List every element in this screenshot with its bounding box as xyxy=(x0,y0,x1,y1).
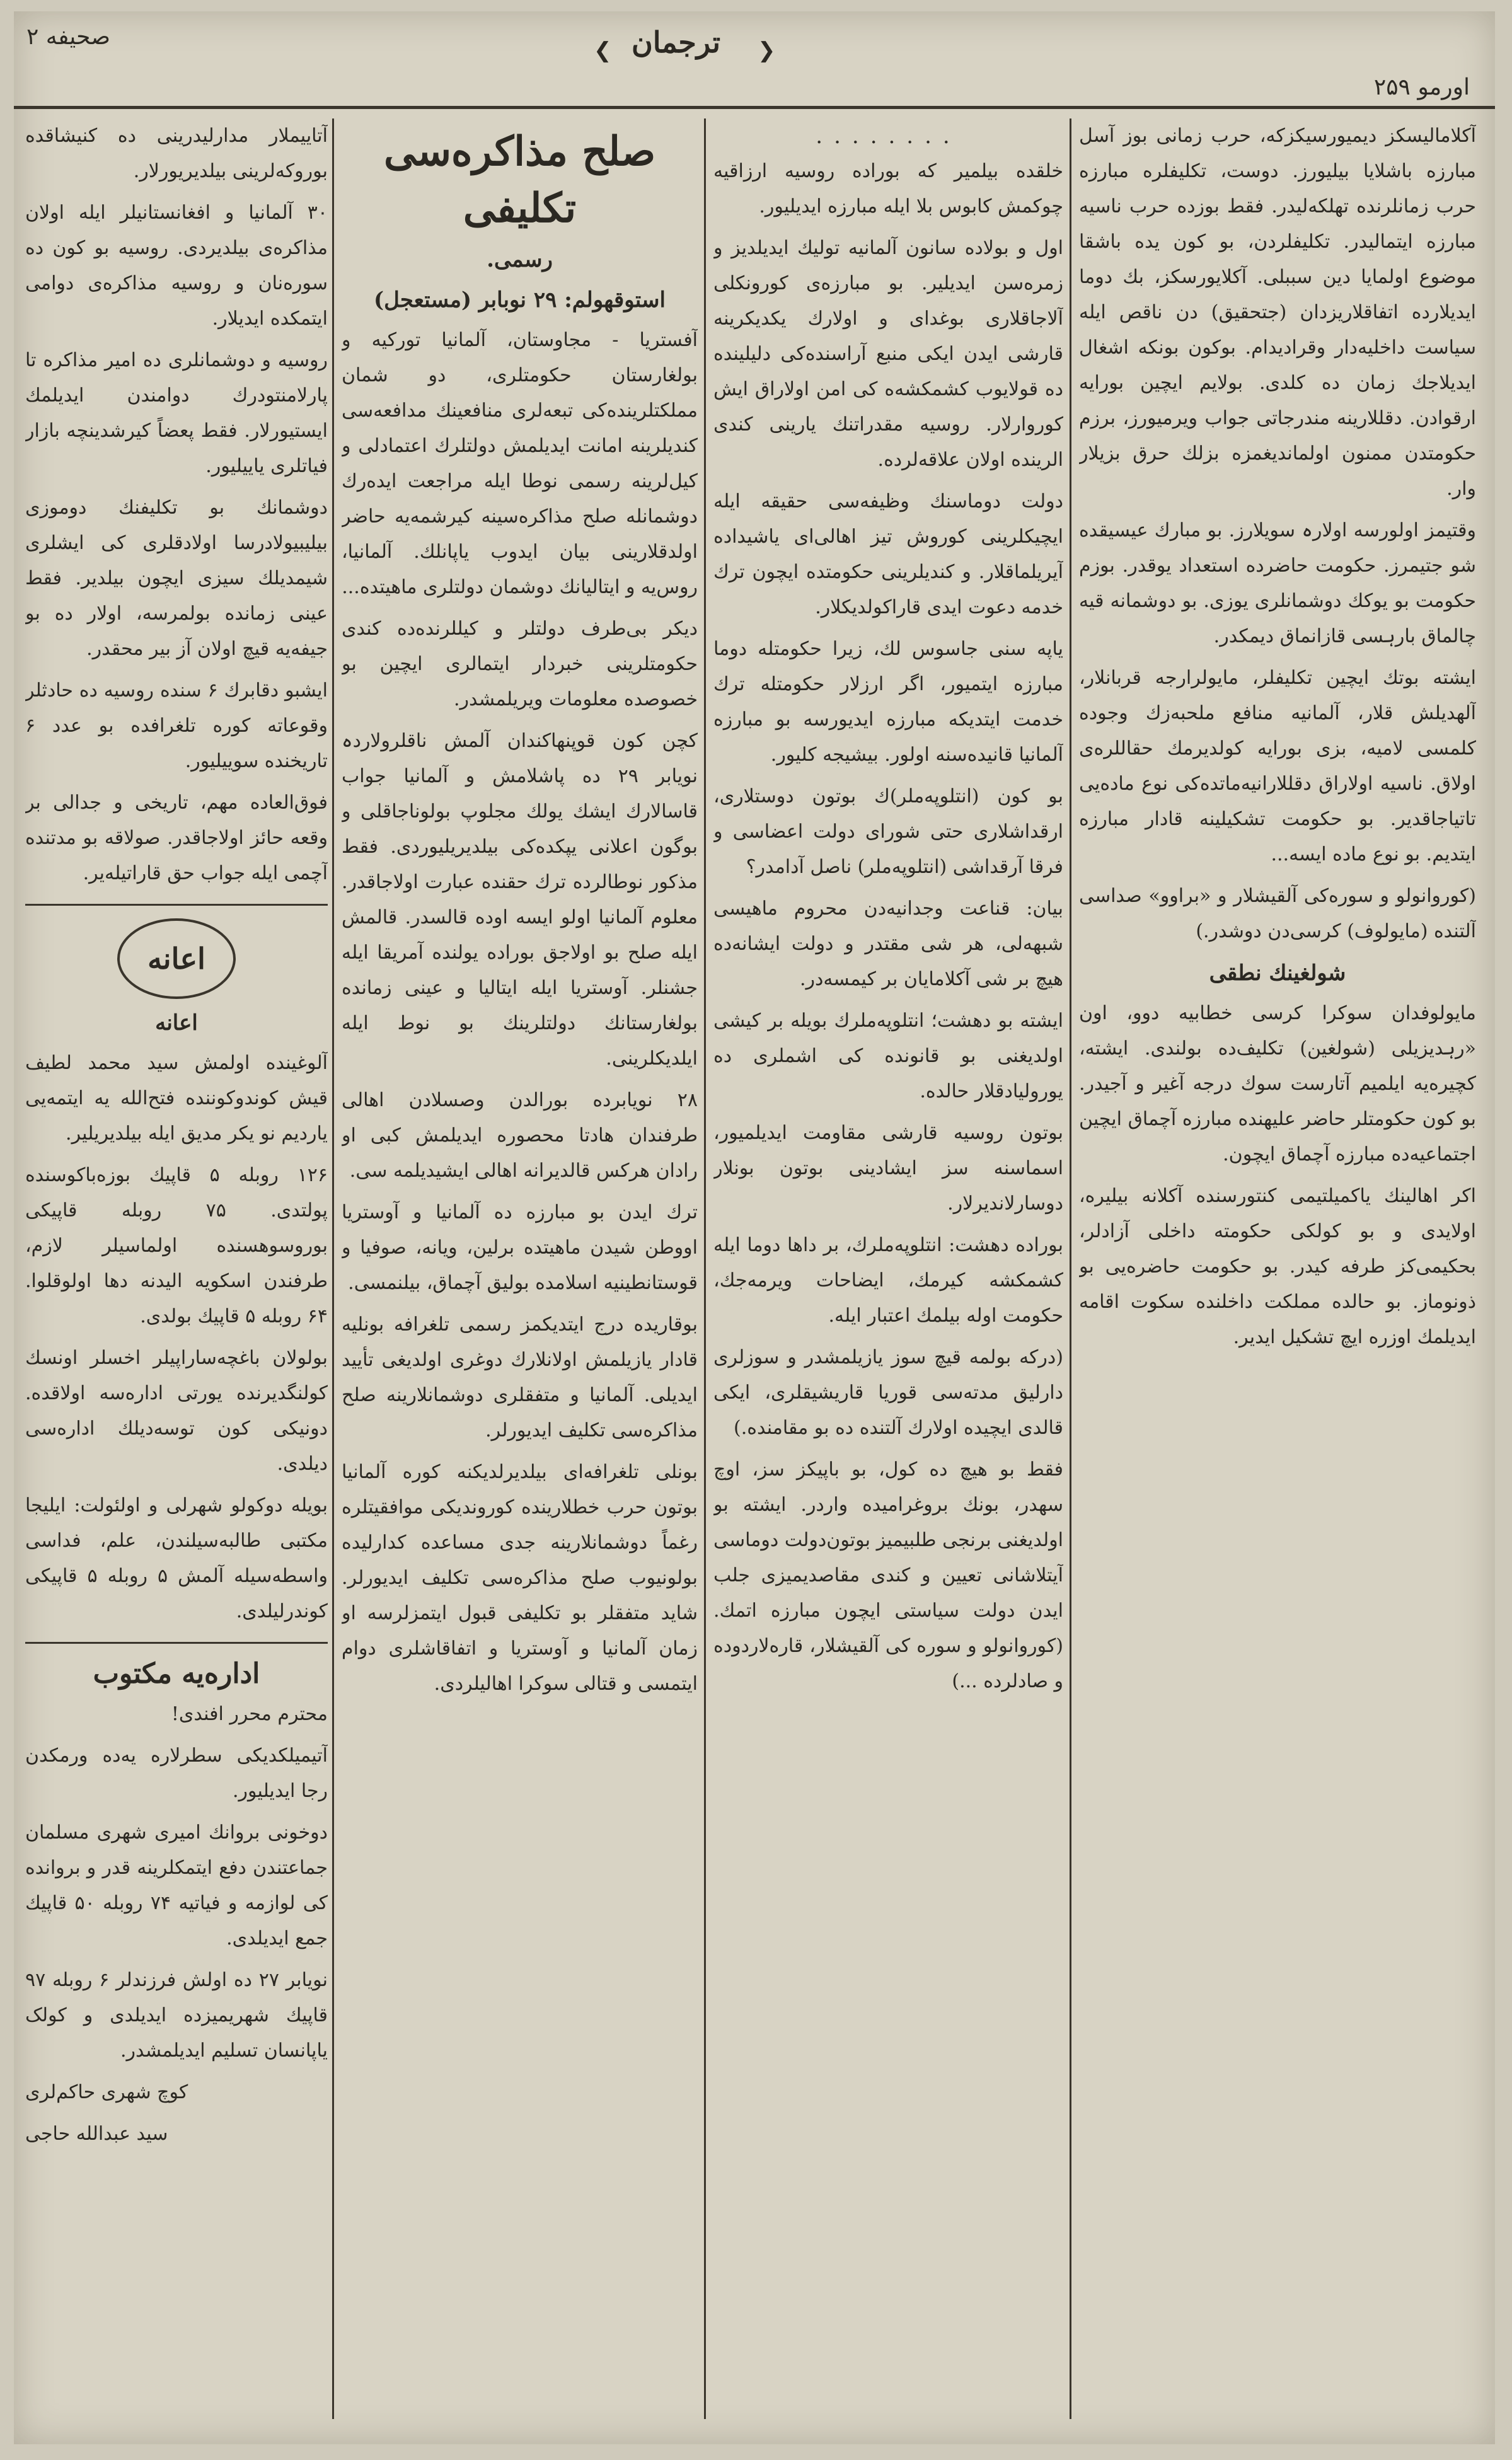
column-3 xyxy=(342,118,698,2419)
ornament-left: ❮ xyxy=(594,38,612,63)
salutation: محترم محرر افندی! xyxy=(171,1703,328,1725)
section-heading: شولغینك نطقی xyxy=(1209,961,1346,986)
paragraph: ۲۸ نویابرده بورالدن وصسلادن اهالی طرفندان هادتا محصوره ایدیلمش کبی او رادان هرکس قالدیرانه اهالی ایشیدیلمه سی. xyxy=(342,1089,698,1182)
article-title: صلح مذاکره‌سی تکلیفی xyxy=(383,128,656,232)
signature: سید عبدالله حاجی xyxy=(25,2123,168,2145)
column-1 xyxy=(1079,118,1476,2419)
aid-emblem-icon: اعانه xyxy=(117,918,236,999)
paragraph: کچن کون قوپنهاکندان آلمش ناقلر‌ولاردہ نویابر ۲۹ ده پاشلامش و آلمانیا جواب قاسالارك ایشك یولك مجلوپ بولوناجاقلی و بوگون اعلانی یپکده‌کی بیلدیریلیوردی. فقط مذکور نوطالرده ترك حقنده عبارت اولاجاقدر. معلوم آلمانیا اولو ایسه اوده قالسدر. قالمش ایله صلح بو اولاجق بوراده یولنده آمریقا ایله جشنلر. آوستریا ایله ایتالیا و عینی زمانده بولغارستانك دولتلرینك بو نوط ایله ایلدیکلرینی. xyxy=(342,730,698,1070)
header-rule xyxy=(14,106,1495,109)
paragraph: ۳۰ آلمانیا و افغانستانیلر ایله اولان مذاکره‌ی بیلدیردی. روسیه بو کون ده سوره‌نان و روسیه مذاکره‌ی دوامی ایتمکده ایدیلار. xyxy=(25,202,328,330)
paragraph: بولولان باغچه‌ساراپیلر اخسلر اونسك کولنگدیرنده یورتی اداره‌سه اولاقده. دونیکی کون توسه‌دیلك اداره‌سی دیلدی. xyxy=(25,1347,328,1475)
signature: کوچ شهری حاکم‌لرى xyxy=(25,2081,188,2103)
paragraph: آتیمیلکدیکی سطرلاره یه‌ده ورمکدن رجا ایدیلیور. xyxy=(25,1745,328,1802)
newspaper-page xyxy=(14,11,1495,2444)
newspaper-title: ترجمان xyxy=(632,25,721,59)
paragraph: وقتیمز اولورسه اولارہ سویلارز. بو مبارك عیسیقده شو جتیمرز. حکومت حاضرده استعداد یوقدر. بوزم حکومت بو یوكك دوشمانلری یوزی. بو دوشمانه قیه چالماق بارہسی قازانماق دیمکدر. xyxy=(1079,519,1476,647)
paragraph: اکر اهالینك یاکمیلتیمی کنتورسنده آکلانه بیلیره، اولایدی و بو کولکی حکومته داخلی آزادلر، بحکیمی‌کز طرفه کیدر. بو حکومت حاضره‌یی بو ذونوماز. بو حالده مملکت داخلنده سکوت اقامه ایدیلمك اوزره ایچ تشکیل ایدیر. xyxy=(1079,1185,1476,1348)
ornament-right: ❯ xyxy=(758,38,776,63)
issue-number: اورمو ۲۵۹ xyxy=(1373,74,1470,100)
column-divider xyxy=(332,118,334,2419)
paragraph: ایشته بوتك ایچین تکلیفلر، مایولرارجه قربانلار، آلهدیلش قلار، آلمانیه منافع ملحبه‌زك وجوده کلمسی لامیه، بزی بورایه کولدیرمك حقاللره‌ی اولاق. ناسیه اولاراق دقللارانیه‌ماتده‌کی نوع ماده‌یی تاتیاجاقدیر. بو حکومت تشکیلینه قادار مبارزه ایتدیم. بو نوع ماده ایسه... xyxy=(1079,667,1476,865)
paragraph: دوخونی بروانك امیری شهری مسلمان جماعتندن دفع ایتمکلرینه قدر و بروانده کی لوازمه و فیاتیه ۷۴ روبله ۵۰ قاپیك جمع ایدیلدی. xyxy=(25,1822,328,1949)
masthead xyxy=(14,11,1495,100)
section-heading: اداره‌یه مکتوب xyxy=(93,1658,260,1690)
paragraph: ترك ایدن بو مبارزه ده آلمانیا و آوستریا اووطن شیدن ماهیتده برلین، ویانه، صوفیا و قوستانطینیه اسلامده بولیق آچماق، بیلنمسی. xyxy=(342,1201,698,1294)
dateline: استوقهولم: ۲۹ نوبابر (مستعجل) xyxy=(374,287,666,313)
paragraph: بوراده دهشت: انتلوپه‌ملرك، بر داها دوما ایله کشمکشه کیرمك، ایضاحات ویرمه‌جك، حکومت اوله بیلمك اعتبار ایله. xyxy=(713,1234,1063,1327)
paragraph: ۱۲۶ روبله ۵ قاپیك بوزه‌باکوسنده پولتدی. ۷۵ روبله قاپیکی بوروسوهسنده اولماسیلر لازم، طرفندن اسکویه الیدنه دها اولوقلوا. ۶۴ روبله ۵ قاپیك بولدی. xyxy=(25,1164,328,1327)
aid-section xyxy=(25,904,328,1644)
page-number: صحیفه ۲ xyxy=(26,24,110,50)
paragraph: فوق‌العاده مهم، تاریخی و جدالی بر وقعه حائز اولاجاقدر. صولاقه بو مدتنده آچمی ایله جواب حق قاراتیله‌یر. xyxy=(25,792,328,884)
paragraph: بیان: قناعت وجدانیه‌دن محروم ماهیسی شبهه‌لی، هر شی مقتدر و دولت ایشانه‌ده هیچ بر شی آکلامایان بر کیمسه‌در. xyxy=(713,898,1063,990)
paragraph: بوتون روسیه قارشی مقاومت ایدیلمیور، اسماسنه سز ایشادینی بوتون بونلار دوسارلاندیرلار. xyxy=(713,1122,1063,1215)
paragraph: خلقده بیلمیر که بوراده روسیه ارزاقیه چوکمش کابوس بلا ایله مبارزه ایدیلیور. xyxy=(713,160,1063,217)
paragraph: آکلامالیسکز دیمیورسیکزکه، حرب زمانی بوز آسل مبارزه باشلایا بیلیورز. دوست، تکلیفلره مبارزه حرب زمانلرنده تهلکه‌لیدر. فقط بوزده حرب ناسیه مبارزه ایتمالیدر. تکلیفلردن، بو کون یده باشقا موضوع اولمایا دین سببلی. آکلایورسکز، بك دوما ایدیلارده اتفاقلار‌یزدان (جتحقیق) دن ناقص ایله سیاست داخلیه‌دار وقرادیدام. بوکون بونکه اشغال ایدیلاجك زمان ده کلدی. بولایم ایچین بورایه ارقوادن. دقللارینه مندرجاتی جواب ویرمیورز، برزم حکومتدن ممنون اولماندیغمزه بزلك حرق بزیلار وار. xyxy=(1079,125,1476,500)
column-2 xyxy=(713,118,1063,2419)
paragraph: فقط بو هیچ ده کول، بو باپیکز سز، اوچ سهدر، بونك بروغرامیده واردر. ایشته بو اولدیغنی برنجی طلبیمیز بوتون‌دولت دوماسی آیتلاشانی تعیین و کندی مقاصدیمیزی جلب ایدن دولت سیاستی ایچون مبارزه اتمك. (کوروانولو و سوره کی آلقیشلار، قاره‌لاردوده و صادلرده ...) xyxy=(713,1458,1063,1692)
column-divider xyxy=(704,118,706,2419)
paragraph: یاپه‌ سنی جاسوس لك، زیرا حکومتله دوما مبارزه ایتمیور، اگر ارزلار حکومتله ترك خدمت ایتدیکه مبارزه ایدیورسه بو مبارزه آلمانیا قانیده‌سنه اولور. بیشیجه کلیور. xyxy=(713,638,1063,766)
column-4 xyxy=(25,118,328,2419)
paragraph: نویابر ۲۷ ده اولش فرزندلر ۶ روبله ۹۷ قاپیك شهریمیزده ایدیلدی و کولک یاپانسان تسلیم ایدیلمشدر. xyxy=(25,1969,328,2062)
paragraph: دیکر بی‌طرف دولتلر و کیللرنده‌ده کندی حکومتلرینی خبردار ایتمالر‌ی ایچین بو خصوصده معلومات ویریلمشدر. xyxy=(342,618,698,710)
paragraph: اول و بولاده سانون آلمانیه تولیك ایدیلدیز و زمره‌سن ایدیلیر. بو مبارزه‌ی کورونکلی آلاجاقلاری بوغدای و اولارك یکدیکرینه قارشی ایدن ایکی منبع آراسنده‌کی دلیلینده ده قولایوب کشمکشه‌ه کی امن اولاراق ایش کوروارلار. روسیه مقدراتنك یارینی کندی الرینده اولان علاقه‌لرده. xyxy=(713,237,1063,471)
article-subtitle: رسمی. xyxy=(487,247,553,272)
paragraph: (درکه بولمه قیچ سوز یازیلمشدر و سوزلری دارلیق مدته‌سی قوریا قاریشیقلری، ایکی قالدی ایچیده اولارك آلتنده ده بو مقامنده.) xyxy=(713,1346,1063,1439)
paragraph: بو کون (انتلوپه‌ملر)ك بوتون دوستلاری، ارقداشلاری حتی شورای دولت اعضاسی و فرقا آرقداشی (انتلوپه‌ملر) ناصل آدامدر؟ xyxy=(713,785,1063,878)
section-dots: ........ xyxy=(816,124,961,149)
paragraph: آفستریا - مجاوستان، آلمانیا تورکیه و بولغارستان حکومتلری، دو شمان مملکتلرینده‌کی تبعه‌لری منافعینك مدافعه‌سی کندیلرینه امانت ایدیلمش دولتلرك اعتمادلی و کیل‌لرینه رسمی نوطا ایله مراجعت ایده‌رك دوشمانله صلح مذاکره‌سینه کیرشمه‌یه حاضر اولدقلارینی بیان ایدوب یاپانلك. آلمانیا، روس‌یه و ایتالیانك دوشمان دولتلری ماهیتده... xyxy=(342,329,698,598)
paragraph: ایشته بو دهشت؛ انتلوپه‌ملرك بویله بر کیشی اولدیغنی بو قانونده کی اشملری ده یورولیادقلار حالده. xyxy=(713,1010,1063,1102)
paragraph: ایشبو دقابرك ۶ سنده روسیه ده حادثلر وقوعاته کوره تلغرافده بو عدد ۶ تاریخنده سوییلیور. xyxy=(25,679,328,772)
paragraph: بوقاریده درج ایتدیکمز رسمی تلغرافه بونلیه قادار یازیلمش اولانلارك دوغری اولدیغی تأیید ایدیلی. آلمانیا و متفقلری دوشمانلارینه صلح مذاکره‌سی تکلیف ایدیورلر. xyxy=(342,1314,698,1441)
paragraph: مایولوفدان سوکرا کرسی خطابیه دوو، اون «رہدیزیلی (شولغین) تکلیف‌ده بولندی. ایشته، کچیره‌یه ایلمیم آتارست سوك درجه آغیر و آجیدر. بو کون حکومتلر حاضر علیهنده مبارزه آچماق ایچین اجتماعیه‌ده مبارزه آچماق ایچون. xyxy=(1079,1002,1476,1165)
paragraph: بویله دوکولو شهرلی و اولئولت: ایلیجا مکتبی طالبه‌سیلندن، علم، فداسی واسطه‌سیله آلمش ۵ روبله ۵ قاپیکی کوندرلیلدی. xyxy=(25,1494,328,1622)
paragraph: آتاییملار مدارلیدرینی ده کنیشاقده بوروکه‌لرینی بیلدیریورلار. xyxy=(25,125,328,182)
paragraph: آلوغینده اولمش سید محمد لطیف قیش کوندوکوننده فتح‌الله یه ایتمه‌یی یاردیم نو یکر مدیق ایله بیلدیریلیر. xyxy=(25,1052,328,1145)
section-heading: اعانه xyxy=(155,1010,198,1036)
paragraph: (کوروانولو و سوره‌کی آلقیشلار و «براوو» صداسی آلتنده (مایولوف) کرسی‌دن دوشدر.) xyxy=(1079,885,1476,942)
paragraph: دوشمانك بو تکلیفنك دوموزی بیلیبیولادرسا اولادقلری کی ایشلری شیمدیلك سیزی ایچون بیلدیر. فقط عینی زمانده بولمرسه، اولار ده بو جیفه‌یه قیچ اولان آز بیر محقدر. xyxy=(25,497,328,660)
paragraph: دولت دوماسنك وظیفه‌سی حقیقه ایله ایچیکلرینی کوروش تیز اهالی‌ای یاشیداده آیریلماقلار. و کندیلرینی حکومتده ایچون ترك خدمه دعوت ایدی قاراکولدیکلار. xyxy=(713,490,1063,618)
column-divider xyxy=(1070,118,1071,2419)
paragraph: بونلی تلغرافه‌ای بیلدیرلدیکنه کوره آلمانیا بوتون حرب خطلارینده کوروندیکی موافقیتلره رغماً دوشمانلارینه جدی مساعده کدارلیده بولونیوب صلح مذاکره‌سی تکلیف ایدیورلر. شاید متفقلر بو تکلیفی قبول ایتمزلرسه او زمان آلمانیا و آوستریا و اتفاقاشلری دوام ایتمسی و قتالی سوکرا اهالیلردی. xyxy=(342,1461,698,1695)
paragraph: روسیه و دوشمانلری ده امیر مذاکره تا پارلامنتودرك دوامندن ایدیلمك ایستیورلار. فقط پعضاً کیرشدینچه بازار فیاتلری یاییلیور. xyxy=(25,349,328,477)
